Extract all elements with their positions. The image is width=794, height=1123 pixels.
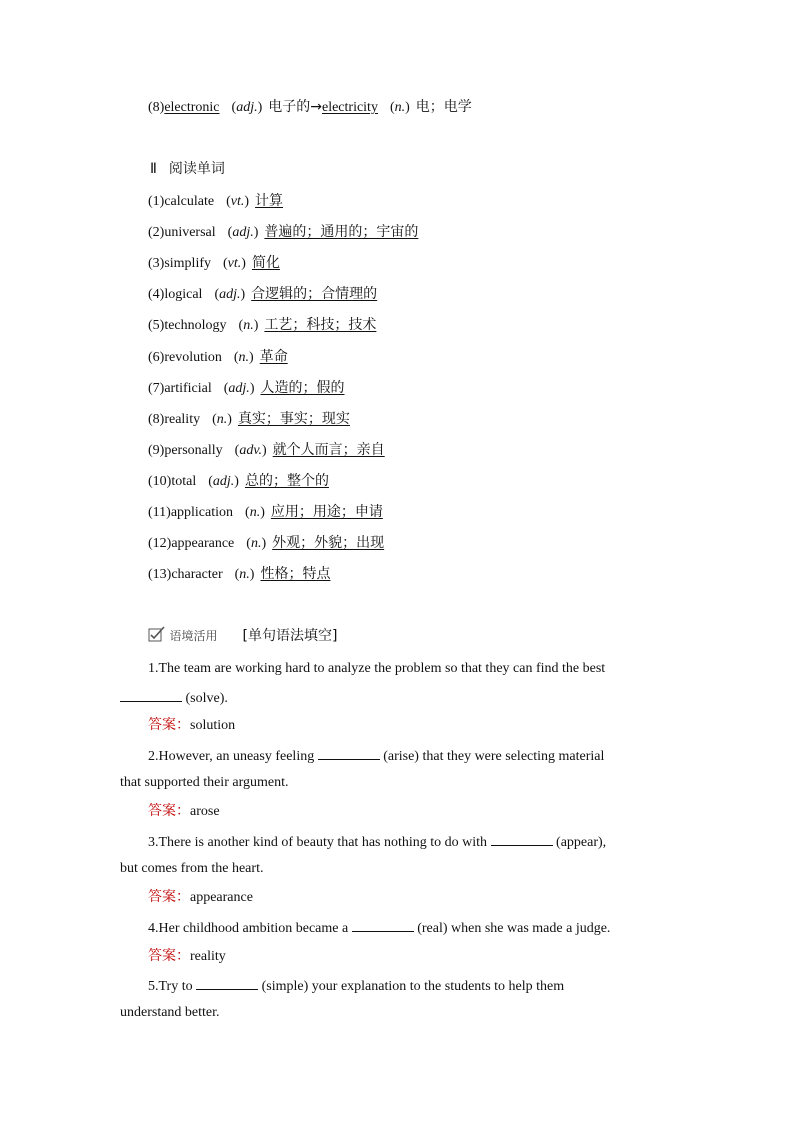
exercise-header <box>148 626 337 648</box>
section-title: 阅读单词 <box>168 161 225 177</box>
vocab-item: (12)appearance (n.) 外观；外貌；出现 <box>148 535 385 551</box>
part-of-speech: adj. <box>212 474 235 489</box>
vocab-meaning: 简化 <box>251 255 280 271</box>
question-2-line-2: that supported their argument. <box>120 775 289 790</box>
vocab-item-top: (8)electronic (adj.) 电子的→electricity (n.) 电；电学 <box>148 99 472 115</box>
part-of-speech: adj. <box>219 287 241 302</box>
question-3-line-1: 3.There is another kind of beauty that has nothing to do with (appear), <box>148 832 606 852</box>
question-5-line-2: understand better. <box>120 1005 220 1020</box>
answer-3 <box>148 888 253 907</box>
checkmark-icon <box>148 626 166 648</box>
vocab-word: appearance <box>171 536 235 551</box>
vocab-item: (11)application (n.) 应用；用途；申请 <box>148 504 383 520</box>
answer-blank[interactable] <box>352 918 414 932</box>
item-number: (8) <box>148 100 165 115</box>
vocab-word: universal <box>164 225 216 240</box>
vocab-meaning: 外观；外貌；出现 <box>272 535 385 551</box>
vocab-item: (5)technology (n.) 工艺；科技；技术 <box>148 317 377 333</box>
vocab-item: (3)simplify (vt.) 简化 <box>148 255 280 271</box>
question-4-line-1: 4.Her childhood ambition became a (real) when she was made a judge. <box>148 918 610 938</box>
item-number: (13) <box>148 567 172 582</box>
vocab-word: reality <box>164 412 201 427</box>
part-of-speech: adj. <box>228 381 250 396</box>
vocab-item: (6)revolution (n.) 革命 <box>148 349 288 365</box>
answer-value: reality <box>190 949 226 964</box>
section-heading <box>150 160 225 178</box>
item-number: (5) <box>148 318 165 333</box>
item-number: (11) <box>148 505 171 520</box>
part-of-speech: n. <box>216 412 228 427</box>
vocab-item: (9)personally (adv.) 就个人而言；亲自 <box>148 442 385 458</box>
answer-label: 答案： <box>148 803 190 819</box>
part-of-speech: n. <box>250 536 262 551</box>
vocab-meaning: 人造的；假的 <box>260 380 345 396</box>
part-of-speech: adv. <box>239 443 263 458</box>
vocab-meaning: 应用；用途；申请 <box>270 504 383 520</box>
vocab-word: personally <box>164 443 223 458</box>
part-of-speech: n. <box>249 505 261 520</box>
vocab-item: (8)reality (n.) 真实；事实；现实 <box>148 411 350 427</box>
item-number: (12) <box>148 536 172 551</box>
question-1-line-1: 1.The team are working hard to analyze the problem so that they can find the best <box>148 661 606 676</box>
answer-value: solution <box>190 718 236 733</box>
vocab-meaning: 就个人而言；亲自 <box>272 442 385 458</box>
vocab-word: simplify <box>164 256 211 271</box>
vocab-word: electronic <box>164 100 220 115</box>
vocab-meaning: 总的；整个的 <box>244 473 329 489</box>
vocab-word: logical <box>164 287 203 302</box>
question-1-line-2: (solve). <box>120 688 228 708</box>
exercise-title: [单句语法填空] <box>242 628 338 645</box>
item-number: (3) <box>148 256 165 271</box>
exercise-badge: 语境活用 <box>169 629 218 644</box>
vocab-meaning: 普遍的；通用的；宇宙的 <box>264 224 419 240</box>
answer-4 <box>148 947 226 966</box>
answer-label: 答案： <box>148 889 190 905</box>
vocab-word: application <box>170 505 234 520</box>
answer-value: arose <box>190 804 220 819</box>
section-roman-numeral: Ⅱ <box>150 161 157 177</box>
vocab-item: (13)character (n.) 性格；特点 <box>148 566 331 582</box>
item-number: (4) <box>148 287 165 302</box>
vocab-meaning: 电子的→ <box>268 99 322 115</box>
item-number: (10) <box>148 474 172 489</box>
item-number: (2) <box>148 225 165 240</box>
item-number: (8) <box>148 412 165 427</box>
derived-part-of-speech: n. <box>394 100 406 115</box>
vocab-meaning: 革命 <box>259 349 288 365</box>
answer-blank[interactable] <box>120 688 182 702</box>
vocab-item: (2)universal (adj.) 普遍的；通用的；宇宙的 <box>148 224 419 240</box>
vocab-item: (4)logical (adj.) 合逻辑的；合情理的 <box>148 286 378 302</box>
part-of-speech: vt. <box>227 256 242 271</box>
vocab-word: total <box>171 474 197 489</box>
answer-label: 答案： <box>148 948 190 964</box>
vocab-word: revolution <box>164 350 222 365</box>
vocab-word: character <box>171 567 223 582</box>
item-number: (9) <box>148 443 165 458</box>
vocab-word: technology <box>164 318 227 333</box>
question-2-line-1: 2.However, an uneasy feeling (arise) that they were selecting material <box>148 746 604 766</box>
vocab-meaning: 真实；事实；现实 <box>237 411 350 427</box>
answer-2 <box>148 802 220 821</box>
vocab-meaning: 计算 <box>255 193 284 209</box>
item-number: (6) <box>148 350 165 365</box>
part-of-speech: n. <box>238 350 250 365</box>
vocab-item: (10)total (adj.) 总的；整个的 <box>148 473 329 489</box>
answer-blank[interactable] <box>491 832 553 846</box>
item-number: (1) <box>148 194 165 209</box>
part-of-speech: vt. <box>230 194 245 209</box>
vocab-word: artificial <box>164 381 212 396</box>
item-number: (7) <box>148 381 165 396</box>
answer-1 <box>148 716 235 735</box>
question-3-line-2: but comes from the heart. <box>120 861 264 876</box>
question-5-line-1: 5.Try to (simple) your explanation to the students to help them <box>148 976 564 996</box>
part-of-speech: adj. <box>236 100 258 115</box>
vocab-meaning: 合逻辑的；合情理的 <box>251 286 378 302</box>
part-of-speech: n. <box>243 318 254 333</box>
vocab-item: (1)calculate (vt.) 计算 <box>148 193 284 209</box>
vocab-item: (7)artificial (adj.) 人造的；假的 <box>148 380 345 396</box>
answer-blank[interactable] <box>318 746 380 760</box>
part-of-speech: n. <box>239 567 250 582</box>
part-of-speech: adj. <box>232 225 254 240</box>
derived-word: electricity <box>321 100 378 115</box>
derived-meaning: 电；电学 <box>415 99 472 115</box>
answer-label: 答案： <box>148 717 190 733</box>
vocab-word: calculate <box>164 194 215 209</box>
answer-blank[interactable] <box>196 976 258 990</box>
vocab-meaning: 工艺；科技；技术 <box>264 317 377 333</box>
answer-value: appearance <box>190 890 253 905</box>
vocab-meaning: 性格；特点 <box>260 566 331 582</box>
